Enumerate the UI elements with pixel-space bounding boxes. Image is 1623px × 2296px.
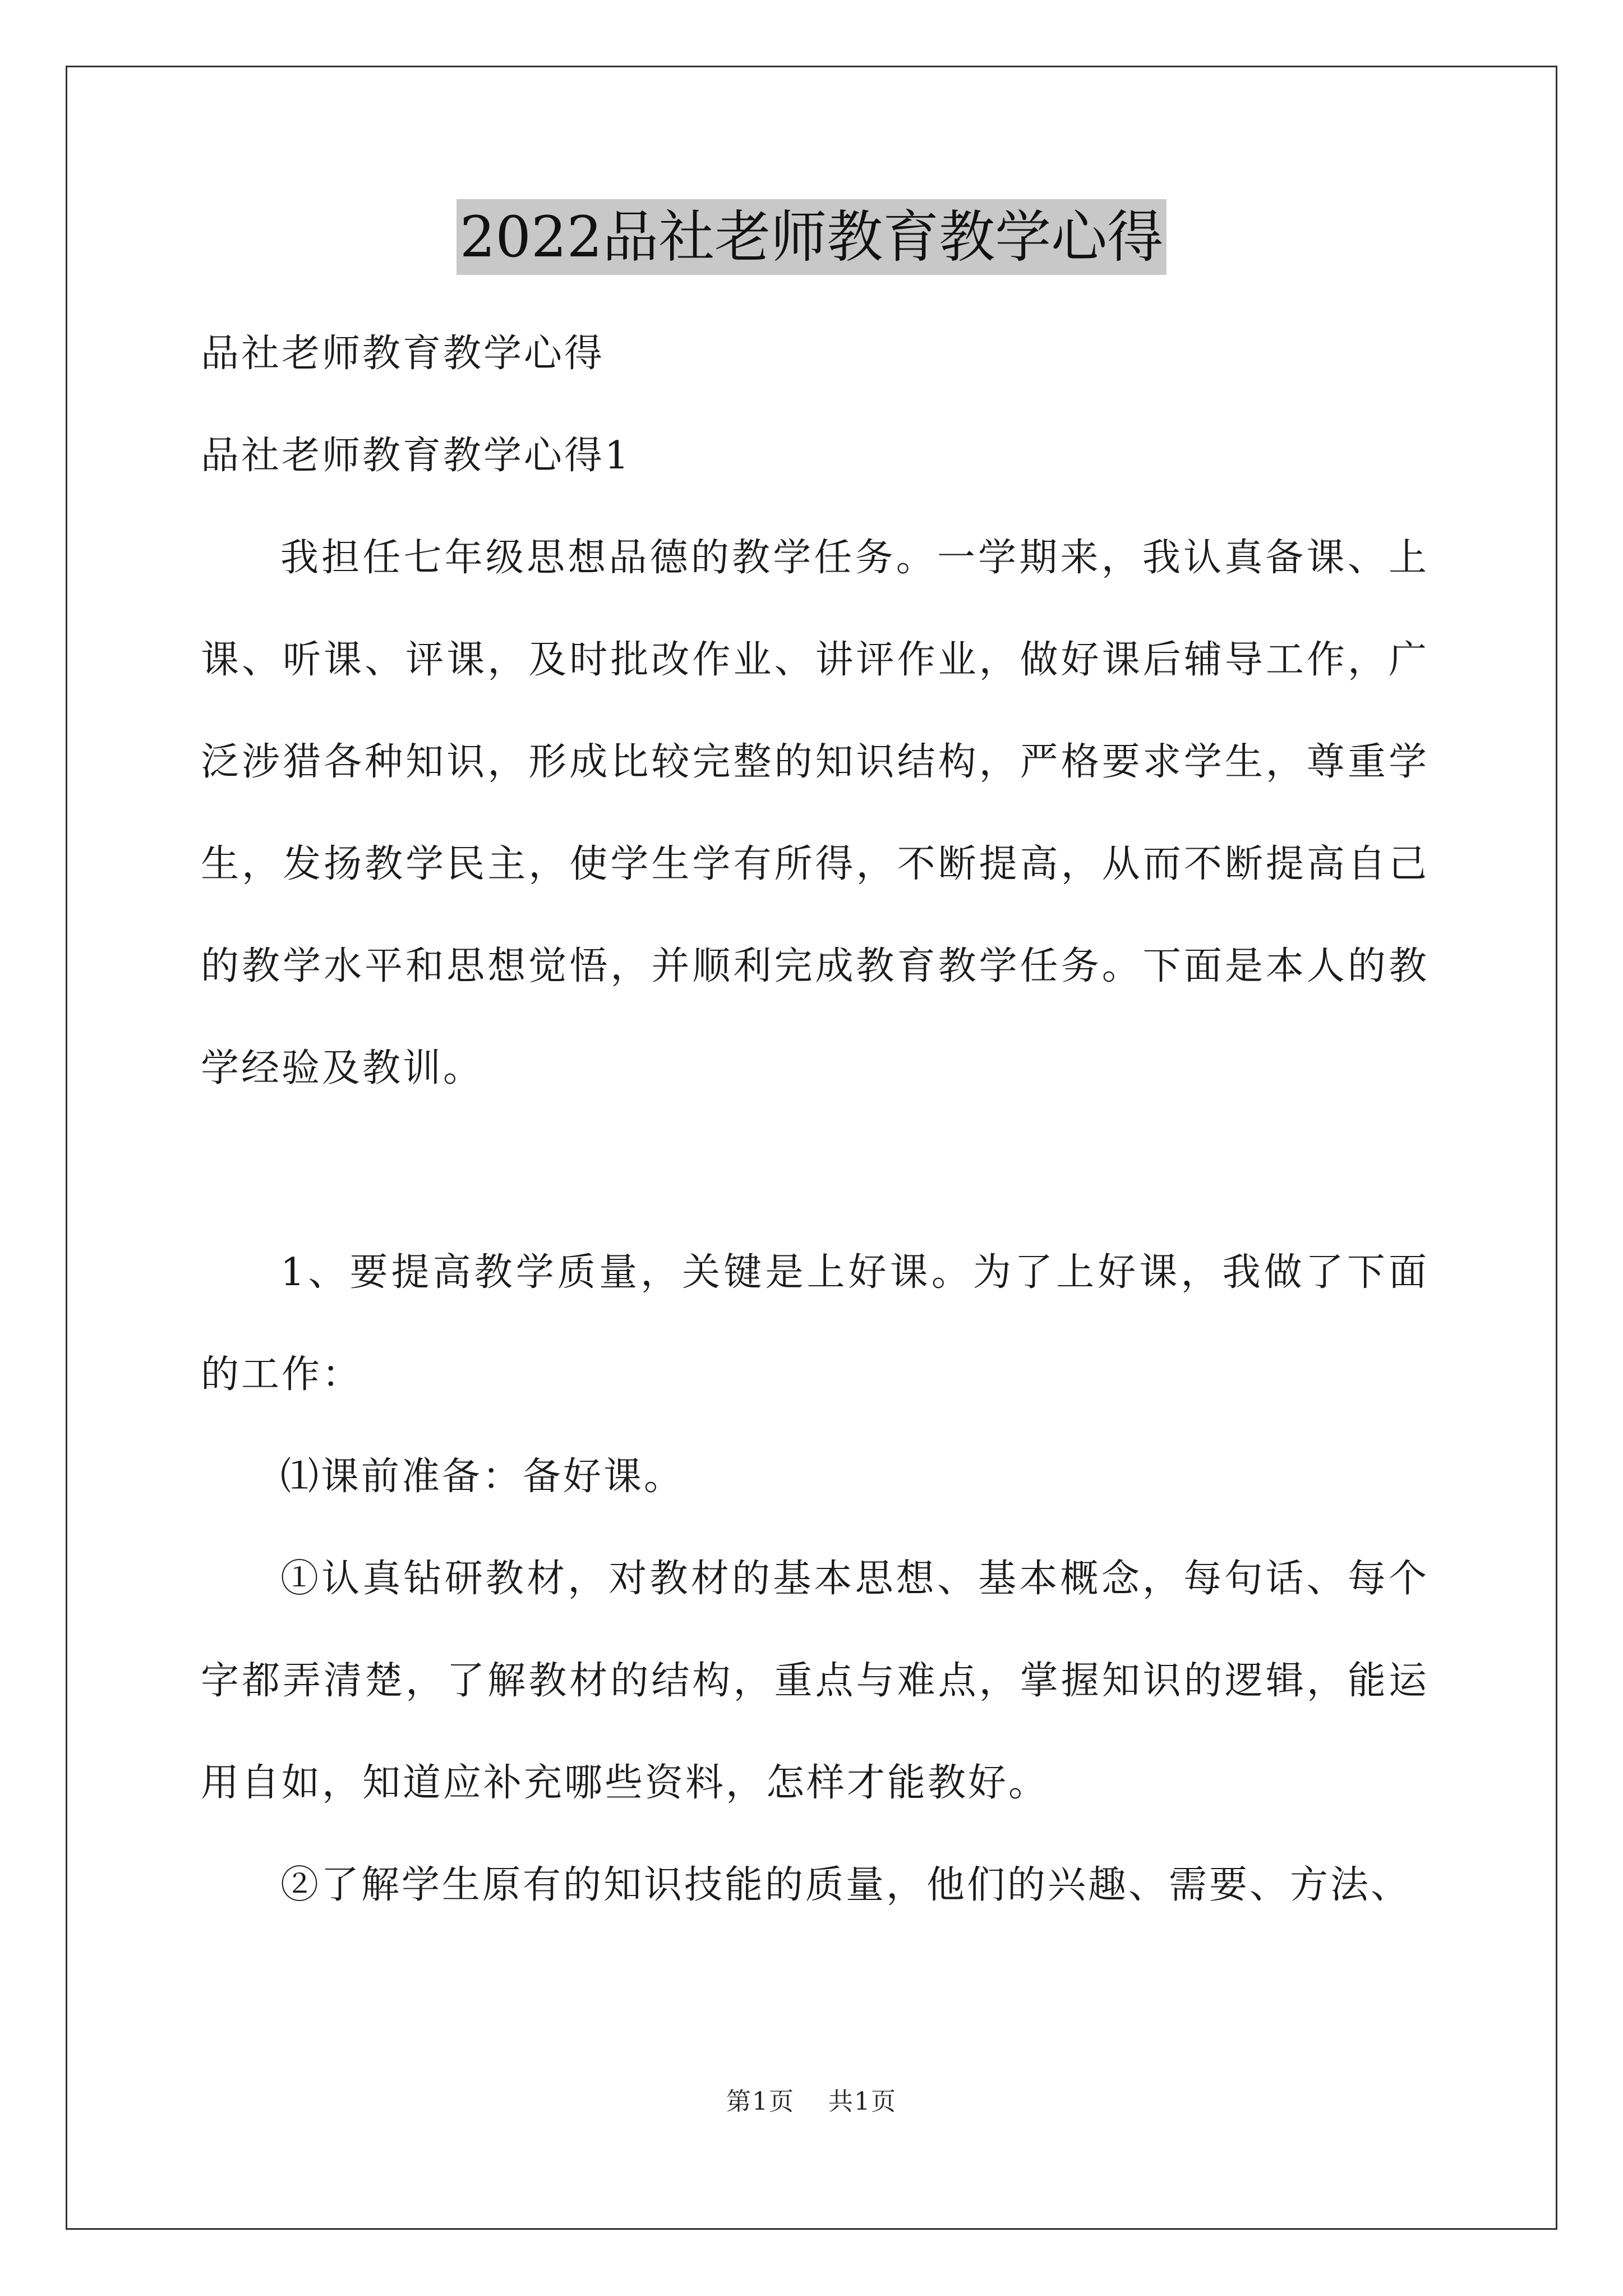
item-two-paragraph: ②了解学生原有的知识技能的质量，他们的兴趣、需要、方法、 <box>280 1863 1412 1907</box>
section-heading: 品社老师教育教学心得1 <box>201 434 631 478</box>
page-footer <box>0 2081 1623 2117</box>
total-pages: 共1页 <box>828 2087 897 2116</box>
sub-point-paragraph: ⑴课前准备：备好课。 <box>280 1455 685 1499</box>
intro-paragraph: 我担任七年级思想品德的教学任务。一学期来，我认真备课、上课、听课、评课，及时批改作业、讲评作业，做好课后辅导工作，广泛涉猎各种知识，形成比较完整的知识结构，严格要求学生，尊重学生，发扬教学民主，使学生学有所得，不断提高，从而不断提高自己的教学水平和思想觉悟，并顺利完成教育教学任务。下面是本人的教学经验及教训。 <box>201 536 1429 1091</box>
document-title: 2022品社老师教育教学心得 <box>457 199 1167 275</box>
subtitle-paragraph: 品社老师教育教学心得 <box>201 332 605 376</box>
current-page-number: 第1页 <box>726 2087 795 2116</box>
point-one-paragraph: 1、要提高教学质量，关键是上好课。为了上好课，我做了下面的工作： <box>201 1250 1429 1397</box>
title-container <box>0 199 1623 275</box>
document-body <box>201 303 1429 1936</box>
item-one-paragraph: ①认真钻研教材，对教材的基本思想、基本概念，每句话、每个字都弄清楚，了解教材的结构，重点与难点，掌握知识的逻辑，能运用自如，知道应补充哪些资料，怎样才能教好。 <box>201 1557 1429 1805</box>
